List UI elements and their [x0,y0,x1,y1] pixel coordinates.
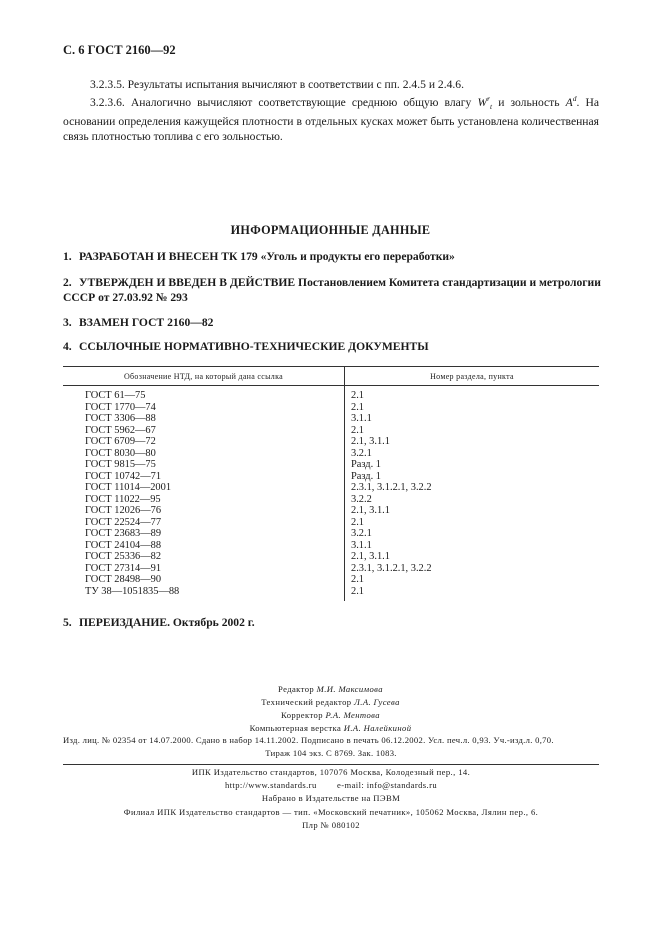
footer-line: Набрано в Издательстве на ПЭВМ [261,793,401,804]
table-row [63,528,599,540]
credit-corrector: Корректор Р.А. Ментова [281,710,380,720]
section-title: ИНФОРМАЦИОННЫЕ ДАННЫЕ [230,223,431,237]
page-header: С. 6 ГОСТ 2160—92 [63,43,176,57]
ntd-designation: ГОСТ 61—75 [63,386,345,402]
footer-line: ИПК Издательство стандартов, 107076 Москва, Колодезный пер., 14. [191,767,471,777]
table-header: Обозначение НТД, на который дана ссылка [63,367,345,386]
ntd-designation: ТУ 38—1051835—88 [63,586,345,602]
table-row [63,540,599,552]
section-number: 2.1 [351,574,364,585]
section-number: 2.1, 3.1.1 [351,436,390,447]
section-number: 3.2.1 [351,528,372,539]
ntd-designation: ГОСТ 12026—76 [63,505,345,517]
info-item-4: 4. ССЫЛОЧНЫЕ НОРМАТИВНО-ТЕХНИЧЕСКИЕ ДОКУМЕНТЫ [63,340,429,353]
info-item-1: 1. РАЗРАБОТАН И ВНЕСЕН ТК 179 «Уголь и продукты его переработки» [63,250,455,263]
table-row [63,517,599,529]
imprint-footer [63,766,599,832]
table-row [63,448,599,460]
table-row [63,586,599,602]
footer-divider [63,764,599,765]
reference-table-body [63,386,599,602]
table-row [63,505,599,517]
section-number: 2.1 [351,516,364,528]
section-number: 2.1 [351,585,364,597]
section-number: Разд. 1 [351,470,381,482]
paragraph-3-2-3-5 [63,77,599,92]
moisture-superscript: r [487,94,491,103]
section-number: 2.1, 3.1.1 [351,551,390,562]
paragraph-text: и зольность [492,95,566,109]
credit-editor: Редактор М.И. Максимова [278,684,383,694]
table-row [63,413,599,425]
section-number: 3.1.1 [351,413,372,424]
table-row [63,551,599,563]
table-row [63,459,599,471]
section-number: Разд. 1 [351,459,381,470]
ntd-designation: ГОСТ 5962—67 [63,425,345,437]
paragraph-text: 3.2.3.5. Результаты испытания вычисляют в соответствии с пп. 2.4.5 и 2.4.6. [90,78,465,91]
ntd-designation: ГОСТ 22524—77 [63,517,345,529]
ntd-designation: ГОСТ 9815—75 [63,459,345,471]
section-number: 2.1, 3.1.1 [351,505,390,516]
reference-table [63,366,599,601]
ntd-designation: ГОСТ 1770—74 [63,402,345,414]
ntd-designation: ГОСТ 11022—95 [63,494,345,506]
table-row [63,471,599,483]
ash-symbol: A [565,95,573,109]
table-row [63,482,599,494]
table-row [63,436,599,448]
table-row [63,563,599,575]
section-number: 2.1 [351,424,364,436]
section-number: 2.1 [351,390,364,401]
ash-superscript: d [572,94,577,103]
ntd-designation: ГОСТ 27314—91 [63,563,345,575]
table-row [63,425,599,437]
credits-block [0,683,661,735]
section-number: 2.1 [351,401,364,413]
moisture-symbol: W [477,95,488,109]
info-item-3: 3. ВЗАМЕН ГОСТ 2160—82 [63,316,214,329]
table-row [63,386,599,402]
table-row [63,494,599,506]
section-number: 3.2.1 [351,447,372,459]
ntd-designation: ГОСТ 3306—88 [63,413,345,425]
credit-layout: Компьютерная верстка И.А. Налейкиной [249,723,412,733]
publication-info [63,734,599,760]
section-number: 2.3.1, 3.1.2.1, 3.2.2 [351,482,432,493]
table-row [63,574,599,586]
ntd-designation: ГОСТ 23683—89 [63,528,345,540]
table-header: Номер раздела, пункта [345,367,600,386]
paragraph-3-2-3-6 [63,91,599,144]
credit-tech-editor: Технический редактор Л.А. Гусева [261,697,400,707]
section-number: 3.2.2 [351,493,372,505]
ntd-designation: ГОСТ 11014—2001 [63,482,345,494]
info-item-5: 5. ПЕРЕИЗДАНИЕ. Октябрь 2002 г. [63,616,255,629]
footer-line: Филиал ИПК Издательство стандартов — тип. «Московский печатник», 105062 Москва, Лялин пер., 6. [123,806,539,817]
ntd-designation: ГОСТ 8030—80 [63,448,345,460]
paragraph-text: . На основании определения кажущейся плотности в отдельных кусках может быть установлена количественная связь плотностью топлива с его зольностью. [63,95,599,144]
footer-line: http://www.standards.ru e-mail: info@standards.ru [224,780,438,791]
ntd-designation: ГОСТ 10742—71 [63,471,345,483]
ntd-designation: ГОСТ 28498—90 [63,574,345,586]
paragraph-text: 3.2.3.6. Аналогично вычисляют соответствующие среднюю общую влагу [90,95,478,109]
moisture-subscript: t [490,102,493,112]
table-row [63,402,599,414]
publication-line: Изд. лиц. № 02354 от 14.07.2000. Сдано в набор 14.11.2002. Подписано в печать 06.12.2002. Усл. печ.л. 0,93. Уч.-изд.л. 0,70. [63,735,554,745]
section-number: 2.3.1, 3.1.2.1, 3.2.2 [351,562,432,574]
footer-line: Плр № 080102 [302,819,360,830]
section-number: 3.1.1 [351,539,372,551]
ntd-designation: ГОСТ 24104—88 [63,540,345,552]
publication-line: Тираж 104 экз. С 8769. Зак. 1083. [265,748,397,758]
info-item-2: 2. УТВЕРЖДЕН И ВВЕДЕН В ДЕЙСТВИЕ Постановлением Комитета стандартизации и метрологии СССР от 27.03.92 № 293 [63,276,601,304]
ntd-designation: ГОСТ 25336—82 [63,551,345,563]
ntd-designation: ГОСТ 6709—72 [63,436,345,448]
